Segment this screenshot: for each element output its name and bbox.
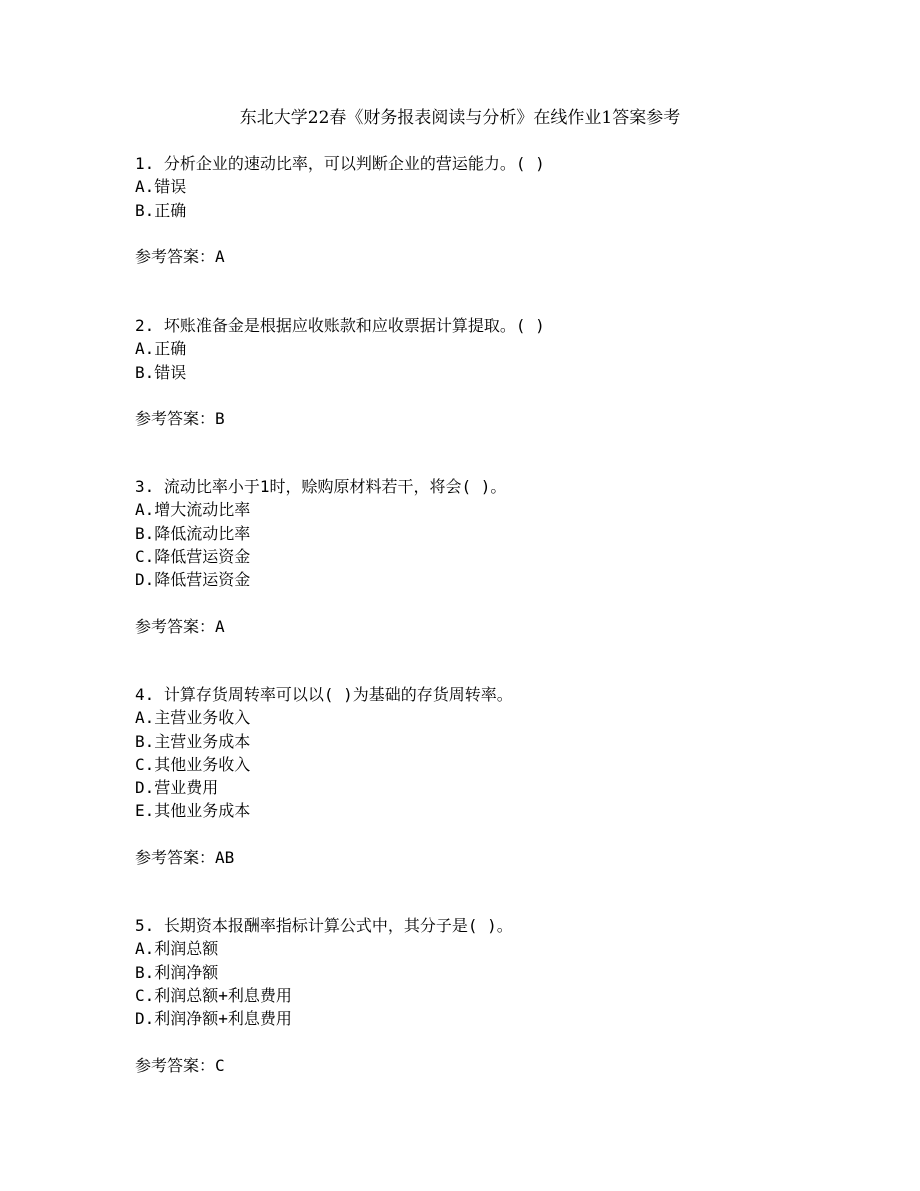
question-text: 2. 坏账准备金是根据应收账款和应收票据计算提取。( ) — [135, 316, 545, 335]
option-b: B.主营业务成本 — [135, 731, 251, 751]
question-4 — [135, 683, 835, 870]
answer-key: 参考答案：C — [135, 1055, 225, 1075]
option-b: B.利润净额 — [135, 962, 219, 982]
document-title: 东北大学22春《财务报表阅读与分析》在线作业1答案参考 — [239, 108, 681, 128]
option-b: B.正确 — [135, 200, 187, 220]
option-b: B.错误 — [135, 362, 187, 382]
option-a: A.增大流动比率 — [135, 500, 251, 520]
option-d: D.营业费用 — [135, 778, 219, 798]
option-a: A.正确 — [135, 339, 187, 359]
option-e: E.其他业务成本 — [135, 801, 251, 821]
question-3 — [135, 475, 835, 638]
option-c: C.利润总额+利息费用 — [135, 985, 292, 1005]
answer-key: 参考答案：A — [135, 247, 225, 267]
option-c: C.降低营运资金 — [135, 546, 251, 566]
option-a: A.主营业务收入 — [135, 708, 251, 728]
question-5 — [135, 914, 835, 1077]
answer-key: 参考答案：AB — [135, 848, 235, 868]
option-d: D.降低营运资金 — [135, 570, 251, 590]
answer-key: 参考答案：A — [135, 616, 225, 636]
question-2 — [135, 314, 835, 431]
question-text: 3. 流动比率小于1时，赊购原材料若干，将会( )。 — [135, 477, 507, 496]
question-text: 4. 计算存货周转率可以以( )为基础的存货周转率。 — [135, 685, 513, 704]
option-b: B.降低流动比率 — [135, 523, 251, 543]
option-c: C.其他业务收入 — [135, 754, 251, 774]
answer-key: 参考答案：B — [135, 409, 225, 429]
question-1 — [135, 152, 835, 269]
question-text: 5. 长期资本报酬率指标计算公式中，其分子是( )。 — [135, 916, 513, 935]
question-text: 1. 分析企业的速动比率，可以判断企业的营运能力。( ) — [135, 154, 545, 173]
option-a: A.利润总额 — [135, 939, 219, 959]
option-d: D.利润净额+利息费用 — [135, 1009, 292, 1029]
option-a: A.错误 — [135, 177, 187, 197]
